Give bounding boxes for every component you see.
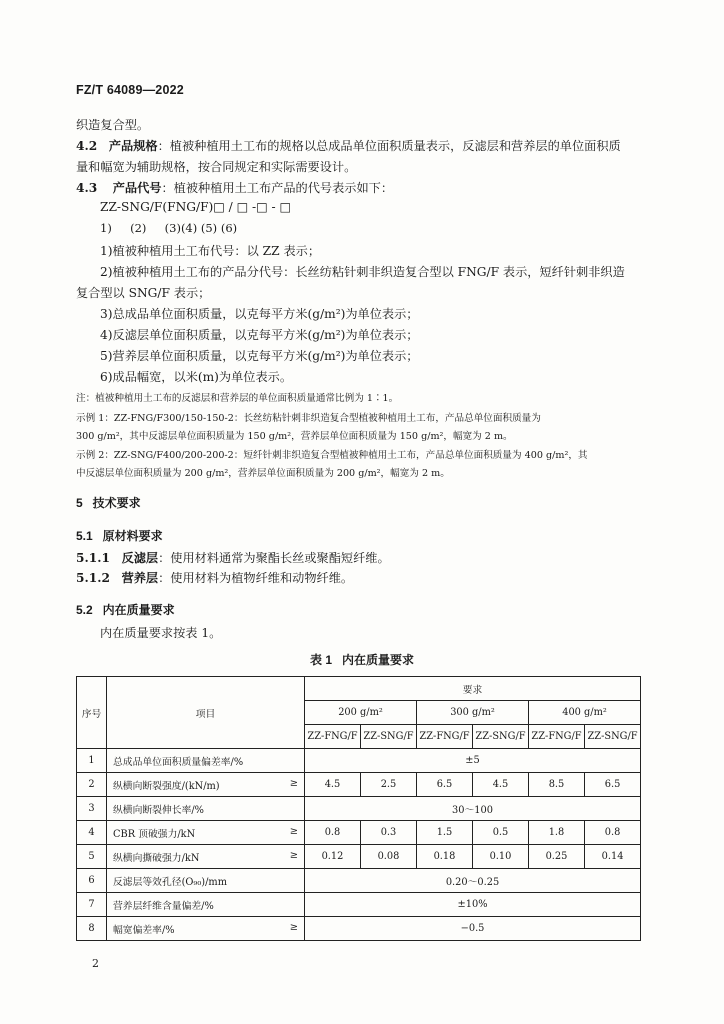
product-code-index: 1) (2) (3)(4) (5) (6) <box>100 221 238 235</box>
section-heading: 5 技术要求 <box>76 496 141 510</box>
row-comparator: ≥ <box>289 849 298 861</box>
row-comparator: ≥ <box>289 825 298 837</box>
list-item: 5)营养层单位面积质量，以克每平方米(g/m²)为单位表示； <box>100 349 419 363</box>
row-item <box>107 773 305 797</box>
row-item <box>107 749 305 773</box>
header-requirement: 要求 <box>305 677 641 701</box>
header-weight: 300 g/m² <box>417 701 529 725</box>
row-item-label: 营养层纤维含量偏差/% <box>113 900 214 912</box>
row-value: 0.8 <box>585 821 641 845</box>
row-item-label: 总成品单位面积质量偏差率/% <box>113 756 244 768</box>
header-type: ZZ-FNG/F <box>529 725 585 749</box>
header-weight: 200 g/m² <box>305 701 417 725</box>
row-value: 0.08 <box>361 845 417 869</box>
row-item <box>107 845 305 869</box>
standard-number: FZ/T 64089—2022 <box>76 83 184 97</box>
paragraph-line: 量和幅宽为辅助规格，按合同规定和实际需要设计。 <box>76 160 357 174</box>
paragraph-line: 内在质量要求按表 1。 <box>100 626 222 640</box>
row-value: 8.5 <box>529 773 585 797</box>
row-value: 0.10 <box>473 845 529 869</box>
note: 注：植被种植用土工布的反滤层和营养层的单位面积质量通常比例为 1∶1。 <box>76 393 399 404</box>
table-row <box>77 845 641 869</box>
table-row <box>77 893 641 917</box>
header-type: ZZ-SNG/F <box>585 725 641 749</box>
subsection-heading: 5.2 内在质量要求 <box>76 603 175 617</box>
row-item <box>107 821 305 845</box>
clause-term: 营养层 <box>121 571 159 585</box>
row-value: 1.5 <box>417 821 473 845</box>
row-value: 1.8 <box>529 821 585 845</box>
row-item-label: CBR 顶破强力/kN <box>113 828 196 840</box>
header-type: ZZ-FNG/F <box>417 725 473 749</box>
example-1-line: 300 g/m²，其中反滤层单位面积质量为 150 g/m²，营养层单位面积质量为 150 g/m²，幅宽为 2 m。 <box>76 431 513 442</box>
row-number: 3 <box>77 797 107 821</box>
header-type: ZZ-FNG/F <box>305 725 361 749</box>
table-header-row <box>77 677 641 701</box>
clause-text: ：植被种植用土工布产品的代号表示如下： <box>161 181 394 195</box>
row-number: 4 <box>77 821 107 845</box>
list-item-continued: 复合型以 SNG/F 表示； <box>76 286 211 300</box>
list-item: 1)植被种植用土工布代号：以 ZZ 表示； <box>100 244 321 258</box>
clause-5-1-2 <box>76 569 353 586</box>
clause-4-2 <box>76 137 621 154</box>
list-item: 6)成品幅宽，以米(m)为单位表示。 <box>100 370 293 384</box>
clause-term: 反滤层 <box>121 551 159 565</box>
row-value: 0.8 <box>305 821 361 845</box>
row-value: 0.25 <box>529 845 585 869</box>
row-item-label: 反滤层等效孔径(O₉₀)/mm <box>113 876 227 888</box>
row-value: 4.5 <box>473 773 529 797</box>
list-item: 2)植被种植用土工布的产品分代号：长丝纺粘针刺非织造复合型以 FNG/F 表示，短纤针刺非织造 <box>100 265 625 279</box>
table-title: 表 1 内在质量要求 <box>309 653 414 667</box>
header-no: 序号 <box>77 677 107 749</box>
paragraph-line: 织造复合型。 <box>76 118 150 132</box>
header-type: ZZ-SNG/F <box>473 725 529 749</box>
table-row <box>77 749 641 773</box>
row-value: 0.14 <box>585 845 641 869</box>
clause-text: ：使用材料通常为聚酯长丝或聚酯短纤维。 <box>158 551 390 565</box>
row-item <box>107 917 305 941</box>
table-row <box>77 869 641 893</box>
row-item-label: 纵横向断裂伸长率/% <box>113 804 204 816</box>
example-2-line: 示例 2：ZZ-SNG/F400/200-200-2：短纤针刺非织造复合型植被种植用土工布，产品总单位面积质量为 400 g/m²，其 <box>76 450 588 461</box>
clause-number: 5.1.1 <box>76 551 110 565</box>
row-item-label: 纵横向撕破强力/kN <box>113 852 200 864</box>
subsection-heading: 5.1 原材料要求 <box>76 529 163 543</box>
clause-term: 产品规格 <box>108 139 158 153</box>
row-value: 4.5 <box>305 773 361 797</box>
clause-number: 4.3 <box>76 181 98 195</box>
example-1-line: 示例 1：ZZ-FNG/F300/150-150-2：长丝纺粘针刺非织造复合型植被种植用土工布，产品总单位面积质量为 <box>76 413 541 424</box>
clause-5-1-1 <box>76 549 390 566</box>
clause-text: ：使用材料为植物纤维和动物纤维。 <box>158 571 354 585</box>
row-value-merged: ±5 <box>305 749 641 773</box>
row-comparator: ≥ <box>289 921 298 933</box>
row-item-label: 幅宽偏差率/% <box>113 924 175 936</box>
example-2-line: 中反滤层单位面积质量为 200 g/m²，营养层单位面积质量为 200 g/m²，幅宽为 2 m。 <box>76 468 450 479</box>
row-number: 1 <box>77 749 107 773</box>
row-value: 6.5 <box>417 773 473 797</box>
clause-4-3 <box>76 179 393 196</box>
table-row <box>77 917 641 941</box>
row-value: 0.12 <box>305 845 361 869</box>
header-item: 项目 <box>107 677 305 749</box>
header-type: ZZ-SNG/F <box>361 725 417 749</box>
row-value: 0.5 <box>473 821 529 845</box>
row-number: 5 <box>77 845 107 869</box>
table-row <box>77 773 641 797</box>
clause-number: 4.2 <box>76 139 98 153</box>
row-item <box>107 869 305 893</box>
row-value-merged: 0.20～0.25 <box>305 869 641 893</box>
header-weight: 400 g/m² <box>529 701 641 725</box>
row-value: 2.5 <box>361 773 417 797</box>
page-number: 2 <box>92 957 99 970</box>
row-number: 2 <box>77 773 107 797</box>
row-value-merged: 30～100 <box>305 797 641 821</box>
product-code-template: ZZ-SNG/F(FNG/F)□ / □ -□ - □ <box>100 200 292 214</box>
row-value: 6.5 <box>585 773 641 797</box>
list-item: 3)总成品单位面积质量，以克每平方米(g/m²)为单位表示； <box>100 307 419 321</box>
clause-number: 5.1.2 <box>76 571 110 585</box>
row-number: 7 <box>77 893 107 917</box>
table-row <box>77 821 641 845</box>
row-number: 6 <box>77 869 107 893</box>
row-value-merged: ±10% <box>305 893 641 917</box>
row-item <box>107 893 305 917</box>
row-item <box>107 797 305 821</box>
list-item: 4)反滤层单位面积质量，以克每平方米(g/m²)为单位表示； <box>100 328 419 342</box>
row-item-label: 纵横向断裂强度/(kN/m) <box>113 780 220 792</box>
table-row <box>77 797 641 821</box>
row-value-merged: −0.5 <box>305 917 641 941</box>
row-comparator: ≥ <box>289 777 298 789</box>
row-value: 0.3 <box>361 821 417 845</box>
row-number: 8 <box>77 917 107 941</box>
quality-requirements-table <box>76 676 641 941</box>
clause-term: 产品代号 <box>112 181 162 195</box>
row-value: 0.18 <box>417 845 473 869</box>
clause-text: ：植被种植用土工布的规格以总成品单位面积质量表示，反滤层和营养层的单位面积质 <box>157 139 621 153</box>
